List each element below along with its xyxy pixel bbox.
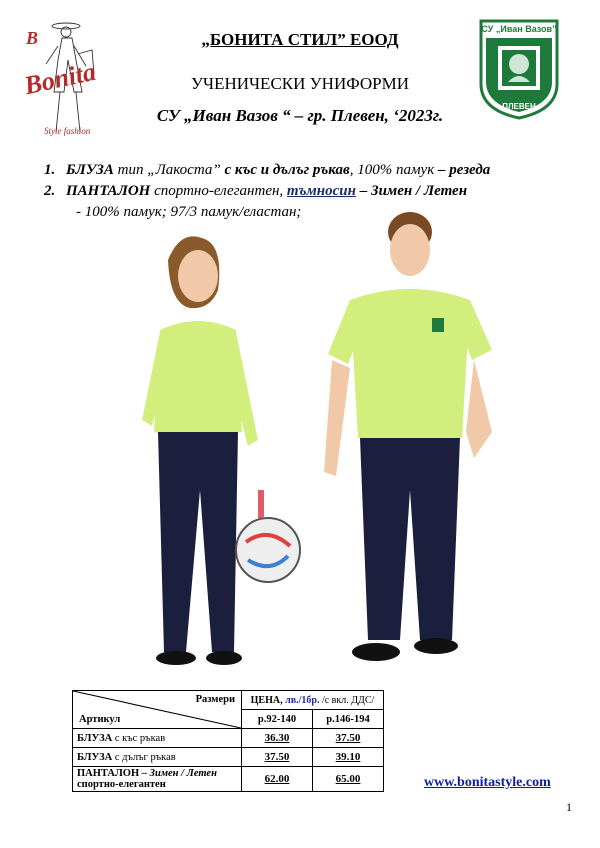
item-name: ПАНТАЛОН [66,183,151,199]
students-photo-image [120,200,520,680]
price-unit: лв./1бр. [285,694,320,706]
school-line: СУ „Иван Вазов “ – гр. Плевен, ‘2023г. [156,106,444,125]
badge-city: ПЛЕВЕН [502,102,536,111]
price-header-prefix: ЦЕНА, [250,694,286,706]
item-color: – резеда [437,162,491,178]
page-heading: УЧЕНИЧЕСКИ УНИФОРМИ [190,74,409,93]
item-sleeve: с къс и дълъг ръкав [224,162,350,178]
price-cell: 36.30 [242,729,313,748]
page-number: 1 [566,800,572,814]
item-sub-note: - 100% памук; 97/3 памук/еластан; [76,204,302,220]
article-cell: БЛУЗА с къс ръкав [73,729,242,748]
brand-name: Bonita [21,56,99,101]
size-range: р.92-140 [242,710,313,729]
price-cell: 65.00 [313,767,384,792]
table-corner-cell [73,691,242,729]
boy-figure [324,212,492,661]
sizes-label: Размери [195,694,235,705]
brand-letter: B [26,28,39,48]
list-item [44,160,584,181]
price-table [72,690,384,792]
item-number: 1. [44,162,56,178]
article-cell: ПАНТАЛОН – Зимен / Летен спортно-елегантен [73,767,242,792]
school-badge [478,18,560,120]
uniform-photo [120,200,520,680]
size-range: р.146-194 [313,710,384,729]
price-cell: 37.50 [242,748,313,767]
girl-figure [142,236,300,665]
item-color: тъмносин [286,183,356,199]
item-name: БЛУЗА [66,162,114,178]
brand-tagline: Style fashion [44,126,91,136]
article-label: Артикул [79,714,121,725]
price-cell: 37.50 [313,729,384,748]
price-header-suffix: /с вкл. ДДС/ [319,694,375,706]
price-header [242,691,384,710]
price-cell: 39.10 [313,748,384,767]
item-number: 2. [44,183,56,199]
table-row [73,748,384,767]
table-row [73,729,384,748]
website-link[interactable]: www.bonitastyle.com [424,775,551,790]
item-style: спортно-елегантен, [150,183,287,199]
badge-school-name: СУ „Иван Вазов” [481,24,557,34]
company-name: „БОНИТА СТИЛ” ЕООД [201,30,399,49]
item-season: – Зимен / Летен [355,183,468,199]
item-type: тип „Лакоста” [113,162,225,178]
price-cell: 62.00 [242,767,313,792]
table-row [73,767,384,792]
item-material: , 100% памук [349,162,438,178]
table-header-row [73,691,384,710]
article-cell: БЛУЗА с дълъг ръкав [73,748,242,767]
list-item [44,181,584,202]
